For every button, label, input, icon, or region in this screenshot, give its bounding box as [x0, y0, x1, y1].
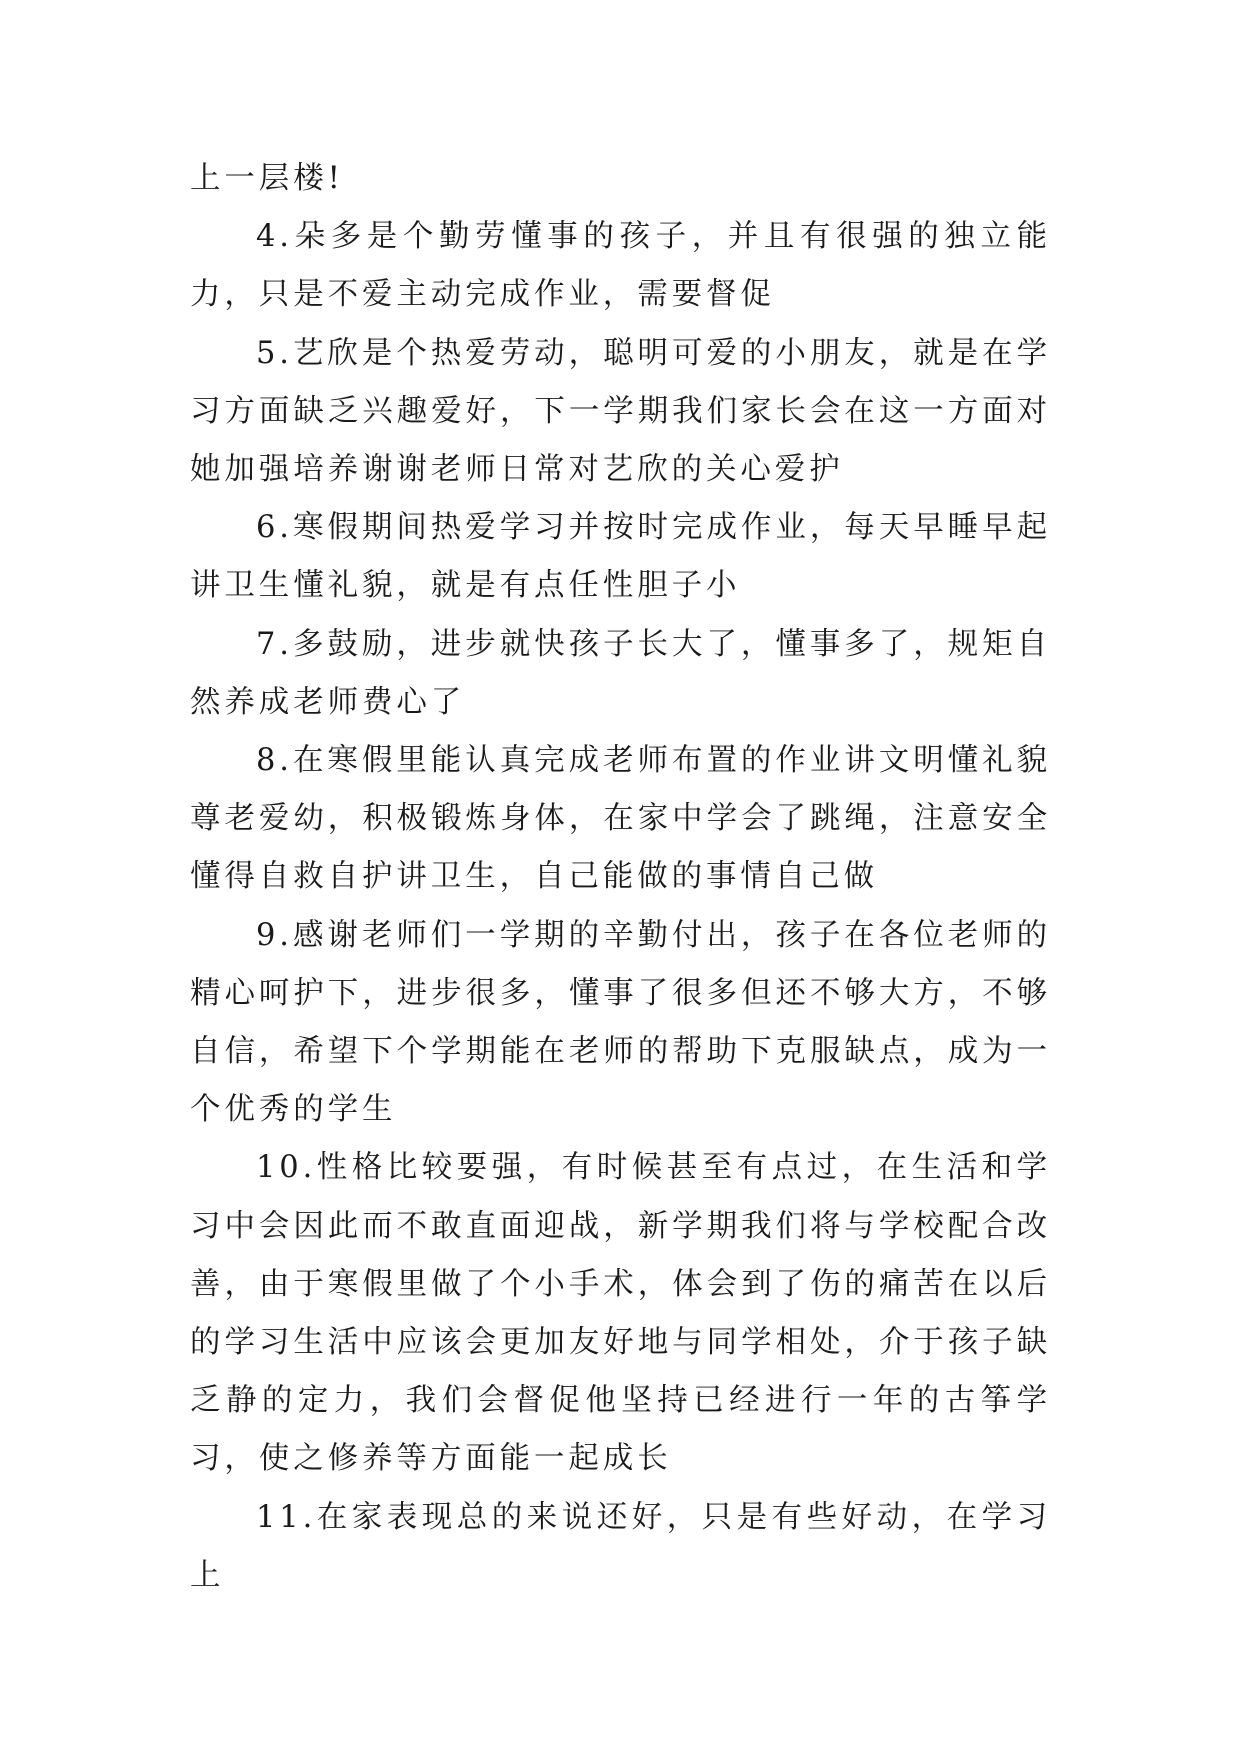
- paragraph-item-7: 7.多鼓励，进步就快孩子长大了，懂事多了，规矩自然养成老师费心了: [190, 626, 1051, 720]
- paragraph-item-4: 4.朵多是个勤劳懂事的孩子，并且有很强的独立能力，只是不爱主动完成作业，需要督促: [190, 219, 1051, 313]
- paragraph-item-6: 6.寒假期间热爱学习并按时完成作业，每天早睡早起讲卫生懂礼貌，就是有点任性胆子小: [190, 510, 1051, 604]
- paragraph-item-10: 10.性格比较要强，有时候甚至有点过，在生活和学习中会因此而不敢直面迎战，新学期我们将与学校配合改善，由于寒假里做了个小手术，体会到了伤的痛苦在以后的学习生活中应该会更加友好地与同学相处，介于孩子缺乏静的定力，我们会督促他坚持已经进行一年的古筝学习，使之修养等方面能一起成长: [190, 1150, 1051, 1477]
- paragraph-item-11: 11.在家表现总的来说还好，只是有些好动，在学习上: [190, 1499, 1051, 1593]
- paragraph-item-5: 5.艺欣是个热爱劳动，聪明可爱的小朋友，就是在学习方面缺乏兴趣爱好，下一学期我们家长会在这一方面对她加强培养谢谢老师日常对艺欣的关心爱护: [190, 335, 1051, 488]
- paragraph-continuation: 上一层楼!: [190, 161, 344, 196]
- paragraph-item-9: 9.感谢老师们一学期的辛勤付出，孩子在各位老师的精心呵护下，进步很多，懂事了很多但还不够大方，不够自信，希望下个学期能在老师的帮助下克服缺点，成为一个优秀的学生: [190, 917, 1051, 1128]
- document-page: [190, 150, 1051, 1605]
- paragraph-item-8: 8.在寒假里能认真完成老师布置的作业讲文明懂礼貌尊老爱幼，积极锻炼身体，在家中学会了跳绳，注意安全懂得自救自护讲卫生，自己能做的事情自己做: [190, 743, 1051, 895]
